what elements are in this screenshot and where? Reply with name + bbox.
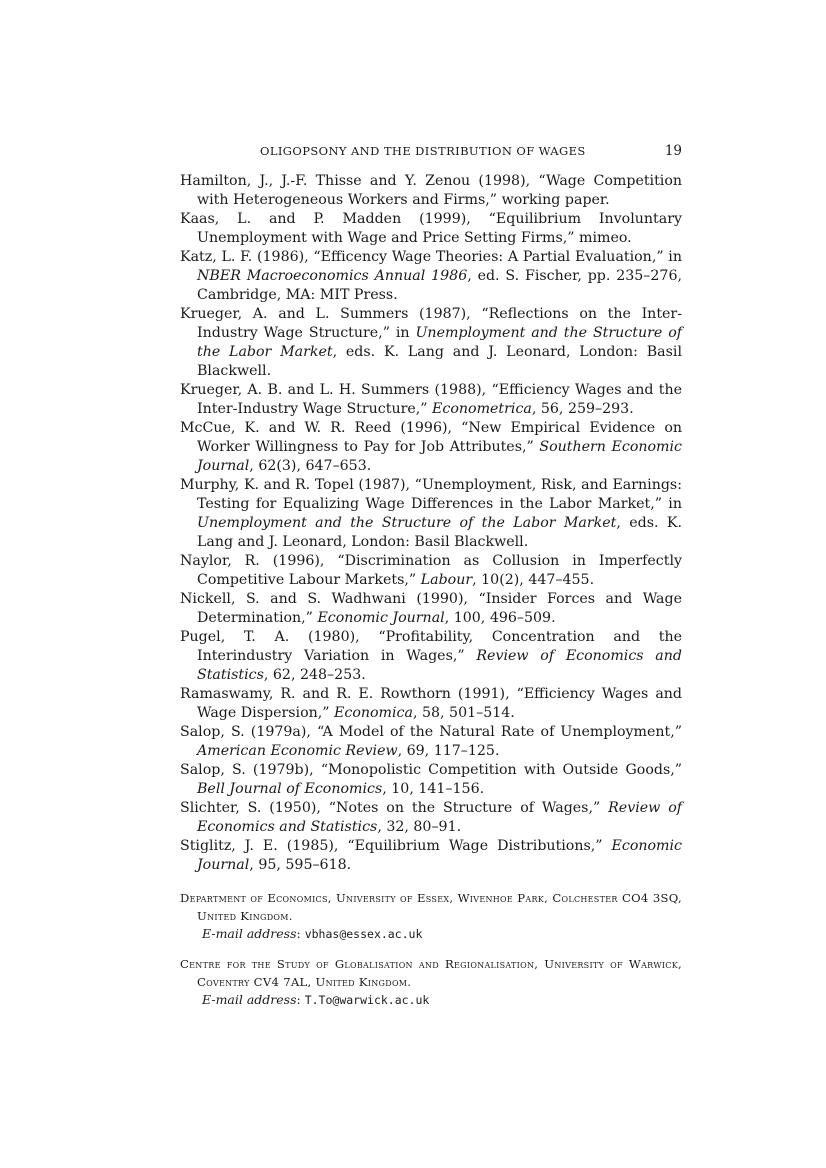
reference-list — [180, 172, 682, 875]
reference-item: Salop, S. (1979b), “Monopolistic Competition with Outside Goods,” Bell Journal of Economics, 10, 141–156. — [180, 762, 682, 797]
reference-item: McCue, K. and W. R. Reed (1996), “New Empirical Evidence on Worker Willingness to Pay for Job Attributes,” Southern Economic Journal, 62(3), 647–653. — [180, 420, 682, 474]
reference-item: Katz, L. F. (1986), “Efficency Wage Theories: A Partial Evaluation,” in NBER Macroeconomics Annual 1986, ed. S. Fischer, pp. 235–276, Cambridge, MA: MIT Press. — [180, 249, 682, 303]
reference-item: Krueger, A. and L. Summers (1987), “Reflections on the Inter-Industry Wage Structure,” in Unemployment and the Structure of the Labor Market, eds. K. Lang and J. Leonard, London: Basil Blackwell. — [180, 306, 682, 379]
reference-item: Nickell, S. and S. Wadhwani (1990), “Insider Forces and Wage Determination,” Economic Journal, 100, 496–509. — [180, 591, 682, 626]
reference-item: Naylor, R. (1996), “Discrimination as Collusion in Imperfectly Competitive Labour Markets,” Labour, 10(2), 447–455. — [180, 553, 682, 588]
reference-item: Slichter, S. (1950), “Notes on the Structure of Wages,” Review of Economics and Statistics, 32, 80–91. — [180, 800, 682, 835]
author-address: Department of Economics, University of Essex, Wivenhoe Park, Colchester CO4 3SQ, United Kingdom. — [180, 891, 682, 923]
running-head — [180, 140, 682, 162]
reference-item: Krueger, A. B. and L. H. Summers (1988), “Efficiency Wages and the Inter-Industry Wage Structure,” Econometrica, 56, 259–293. — [180, 382, 682, 417]
reference-item: Salop, S. (1979a), “A Model of the Natural Rate of Unemployment,” American Economic Review, 69, 117–125. — [180, 724, 682, 759]
reference-item: Ramaswamy, R. and R. E. Rowthorn (1991), “Efficiency Wages and Wage Dispersion,” Economica, 58, 501–514. — [180, 686, 682, 721]
reference-item: Pugel, T. A. (1980), “Profitability, Concentration and the Interindustry Variation in Wages,” Review of Economics and Statistics, 62, 248–253. — [180, 629, 682, 683]
email-address[interactable]: vbhas@essex.ac.uk — [304, 927, 423, 941]
email-label: E-mail address — [202, 992, 297, 1007]
reference-item: Murphy, K. and R. Topel (1987), “Unemployment, Risk, and Earnings: Testing for Equalizing Wage Differences in the Labor Market,” in Unemployment and the Structure of the Labor Market, eds. K. Lang and J. Leonard, London: Basil Blackwell. — [180, 477, 682, 550]
running-title: OLIGOPSONY AND THE DISTRIBUTION OF WAGES — [260, 144, 586, 158]
page — [180, 140, 682, 1009]
email-address[interactable]: T.To@warwick.ac.uk — [304, 993, 430, 1007]
email-label: E-mail address — [202, 926, 297, 941]
author-address: Centre for the Study of Globalisation and Regionalisation, University of Warwick, Coventry CV4 7AL, United Kingdom. — [180, 957, 682, 989]
author-email-line: E-mail address: T.To@warwick.ac.uk — [202, 992, 430, 1007]
reference-item: Kaas, L. and P. Madden (1999), “Equilibrium Involuntary Unemployment with Wage and Price Setting Firms,” mimeo. — [180, 211, 682, 246]
author-email-line: E-mail address: vbhas@essex.ac.uk — [202, 926, 423, 941]
page-number: 19 — [664, 143, 682, 159]
reference-item: Stiglitz, J. E. (1985), “Equilibrium Wage Distributions,” Economic Journal, 95, 595–618. — [180, 838, 682, 873]
reference-item: Hamilton, J., J.-F. Thisse and Y. Zenou (1998), “Wage Competition with Heterogeneous Workers and Firms,” working paper. — [180, 173, 682, 208]
